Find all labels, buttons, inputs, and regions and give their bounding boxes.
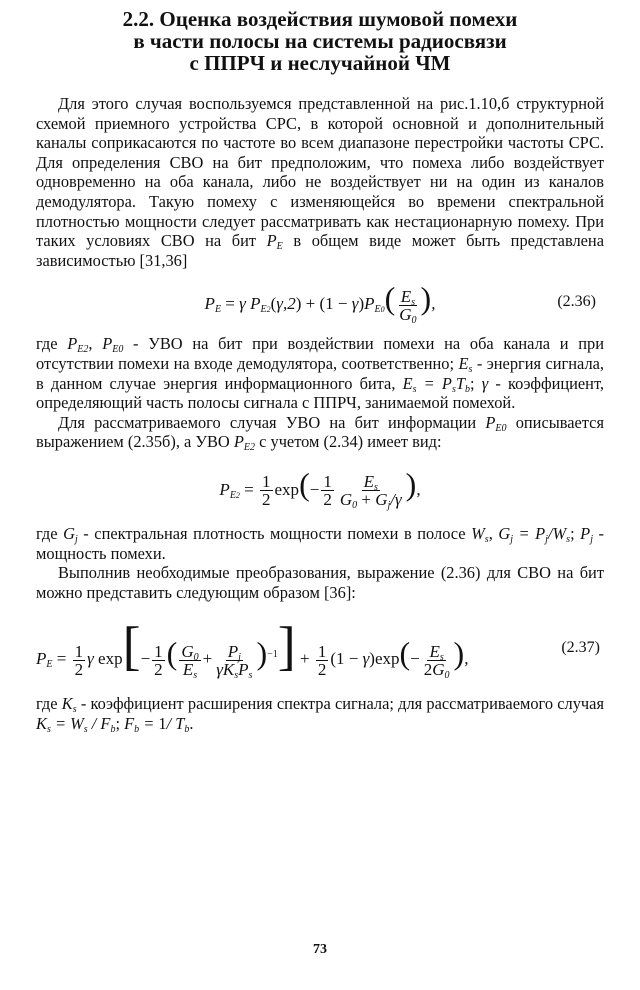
equation-number: (2.36) [557,293,596,311]
paragraph-2: где $P_{E2}$, $P_{E0}$ - УВО на бит при воздействии помехи на оба канала и при отсутствии помехи на входе демодулятора, соответственно; $E_s$ - энергия сигнала, в данном случае энергия информационного бита, $E_s = P_sT_b$; γ - коэффициент, определяющий часть полосы сигнала с ППРЧ, занимаемой помехой. [36,334,604,413]
equation-2-37: $P_E$ = $\frac{1}{2}$ γ exp[− $\frac{1}{2}$ ( $\frac{G_0}{E_s}$ + $\frac{P_j}{\gamma K_sP_s}$ )$^{-1}$] + $\frac{1}{2}$ (1 − γ)exp(− $\frac{E_s}{2G_0}$ ), (2.37) [36,615,600,681]
page [36,8,604,733]
page-number: 73 [313,942,327,957]
paragraph-1: Для этого случая воспользуемся представленной на рис.1.10,б структурной схемой приемного устройства СРС, в которой основной и дополнительный каналы соприкасаются по частоте во всем диапазоне перестройки частоты СРС. Для определения СВО на бит предположим, что помеха либо воздействует одновременно на оба канала, либо не воздействует ни на один из каналов демодулятора. Такую помеху с изменяющейся во времени спектральной плотностью мощности следует рассматривать как нестационарную помеху. При таких условиях СВО на бит $P_E$ в общем виде может быть представлена зависимостью [31,36] [36,94,604,270]
paragraph-4: где $G_j$ - спектральная плотность мощности помехи в полосе $W_s$, $G_j = P_j/W_s$; $P_j$ - мощность помехи. [36,523,604,563]
paragraph-3: Для рассматриваемого случая УВО на бит информации $P_{E0}$ описывается выражением (2.35б), а УВО $P_{E2}$ с учетом (2.34) имеет вид: [36,412,604,454]
section-title-line-2: в части полосы на системы радиосвязи [133,29,507,53]
section-title-line-1: 2.2. Оценка воздействия шумовой помехи [122,7,518,31]
paragraph-6: где $K_s$ - коэффициент расширения спектра сигнала; для рассматриваемого случая $K_s = W_s / F_b$; $F_b = 1/$ $T_b$. [36,694,604,735]
equation-2-36: $P_E = \gamma$ $P_{E2}(\gamma,2) + (1 - \gamma)P_{E0}$( $\frac{E_s}{G_0}$ ), (2.36) [204,280,596,326]
section-title-line-3: с ППРЧ и неслучайной ЧМ [189,51,451,75]
equation-pe2: $P_{E2}$ = $\frac{1}{2}$ exp(− $\frac{1}{2}$ $\frac{E_s}{G_0 + G_j/\gamma}$ ), [219,465,421,512]
equation-number: (2.37) [561,639,600,657]
paragraph-5: Выполнив необходимые преобразования, выражение (2.36) для СВО на бит можно представить следующим образом [36]: [36,563,604,602]
section-title [36,8,604,74]
